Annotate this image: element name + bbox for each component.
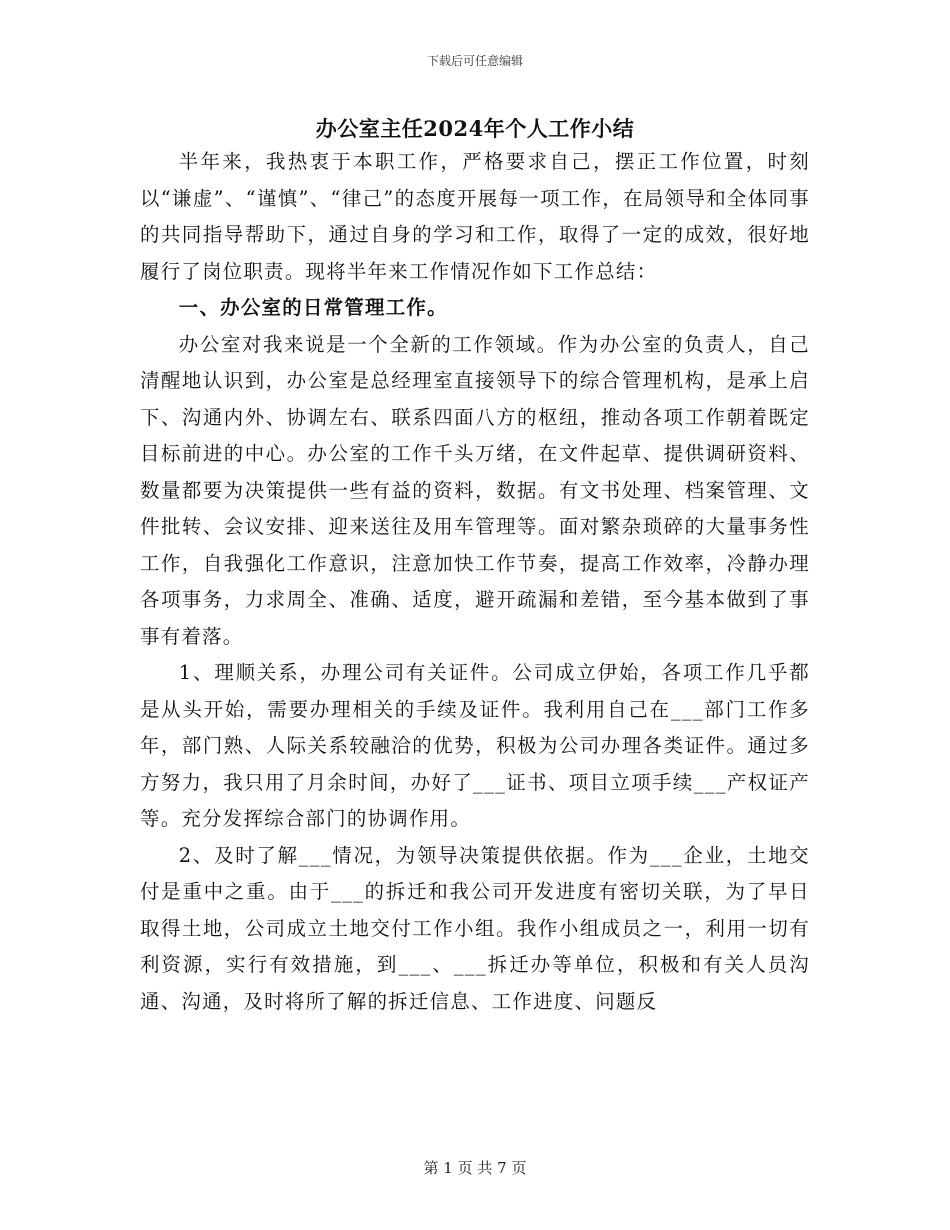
document-title: 办公室主任2024年个人工作小结 xyxy=(315,116,635,141)
document-body xyxy=(140,144,810,1020)
header-note: 下载后可任意编辑 xyxy=(426,54,523,68)
paragraph-item-1: 1、理顺关系，办理公司有关证件。公司成立伊始，各项工作几乎都是从头开始，需要办理相关的手续及证件。我利用自己在___部门工作多年，部门熟、人际关系较融洽的优势，积极为公司办理各类证件。通过多方努力，我只用了月余时间，办好了___证书、项目立项手续___产权证产等。充分发挥综合部门的协调作用。 xyxy=(140,661,810,830)
paragraph-intro: 半年来，我热衷于本职工作，严格要求自己，摆正工作位置，时刻以“谦虚”、“谨慎”、“律己”的态度开展每一项工作，在局领导和全体同事的共同指导帮助下，通过自身的学习和工作，取得了一定的成效，很好地履行了岗位职责。现将半年来工作情况作如下工作总结： xyxy=(140,150,810,283)
section-heading: 一、办公室的日常管理工作。 xyxy=(178,296,448,319)
paragraph-office-role: 办公室对我来说是一个全新的工作领域。作为办公室的负责人，自己清醒地认识到，办公室是总经理室直接领导下的综合管理机构，是承上启下、沟通内外、协调左右、联系四面八方的枢纽，推动各项工作朝着既定目标前进的中心。办公室的工作千头万绪，在文件起草、提供调研资料、数量都要为决策提供一些有益的资料，数据。有文书处理、档案管理、文件批转、会议安排、迎来送往及用车管理等。面对繁杂琐碎的大量事务性工作，自我强化工作意识，注意加快工作节奏，提高工作效率，冷静办理各项事务，力求周全、准确、适度，避开疏漏和差错，至今基本做到了事事有着落。 xyxy=(140,332,810,648)
page-footer: 第 1 页 共 7 页 xyxy=(423,1159,527,1177)
paragraph-item-2: 2、及时了解___情况，为领导决策提供依据。作为___企业，土地交付是重中之重。由于___的拆迁和我公司开发进度有密切关联，为了早日取得土地，公司成立土地交付工作小组。我作小组成员之一，利用一切有利资源，实行有效措施，到___、___拆迁办等单位，积极和有关人员沟通、沟通，及时将所了解的拆迁信息、工作进度、问题反 xyxy=(140,843,810,1013)
